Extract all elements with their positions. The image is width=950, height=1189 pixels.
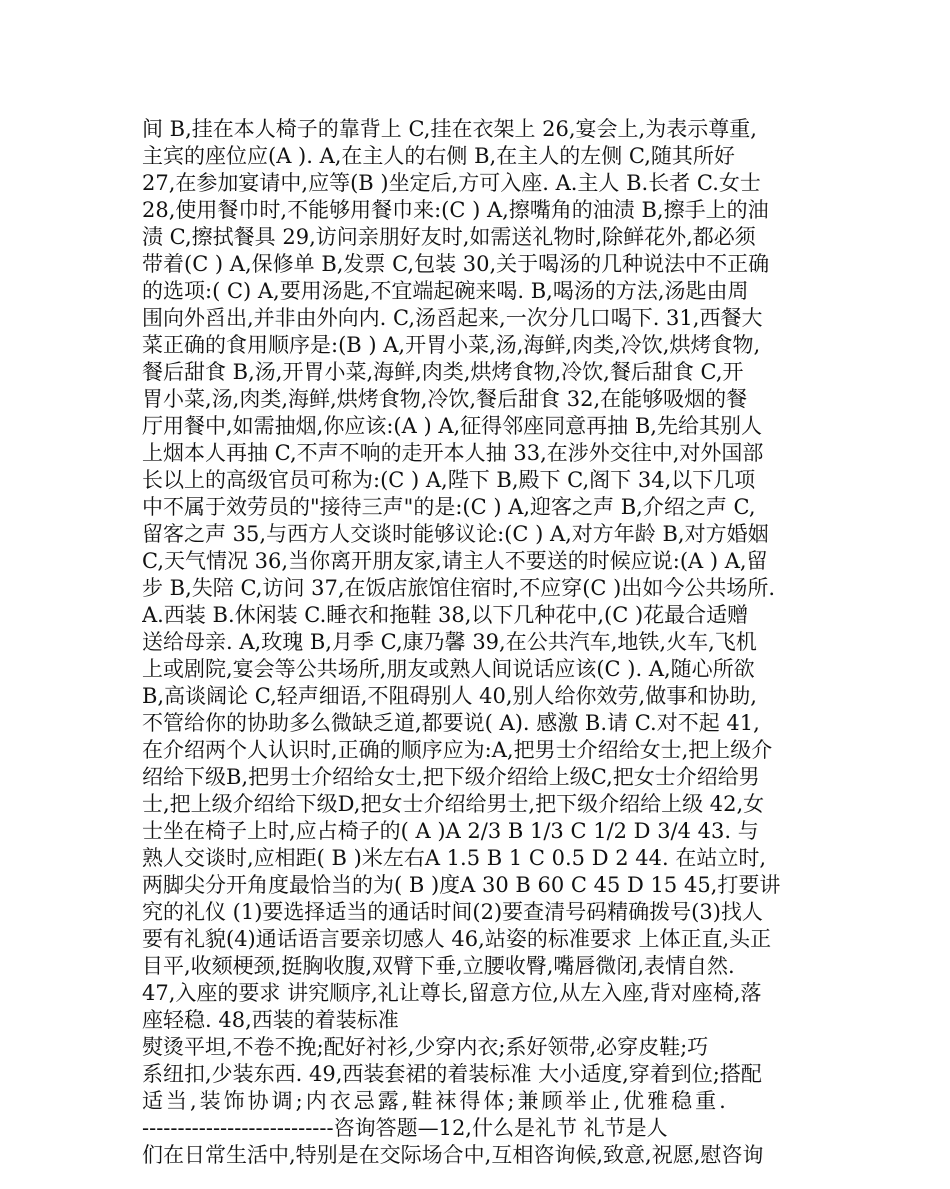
text-line: 究的礼仪 (1)要选择适当的通话时间(2)要查清号码精确拨号(3)找人 (142, 900, 763, 924)
text-line: 士,把上级介绍给下级D,把女士介绍给男士,把下级介绍给上级 42,女 (142, 792, 765, 816)
text-line: 步 B,失陪 C,访问 37,在饭店旅馆住宿时,不应穿(C )出如今公共场所. (142, 576, 776, 600)
text-line: 带着(C ) A,保修单 B,发票 C,包装 30,关于喝汤的几种说法中不正确 (142, 252, 770, 276)
text-line: 上烟本人再抽 C,不声不响的走开本人抽 33,在涉外交往中,对外国部 (142, 441, 764, 465)
text-line: 们在日常生活中,特别是在交际场合中,互相咨询候,致意,祝愿,慰咨询 (142, 1143, 764, 1167)
text-line: 长以上的高级官员可称为:(C ) A,陛下 B,殿下 C,阁下 34,以下几项 (142, 468, 756, 492)
text-line: 熨烫平坦,不卷不挽;配好衬衫,少穿内衣;系好领带,必穿皮鞋;巧 (142, 1035, 709, 1059)
text-line: 中不属于效劳员的"接待三声"的是:(C ) A,迎客之声 B,介绍之声 C, (142, 495, 756, 519)
text-line: 座轻稳. 48,西装的着装标准 (142, 1008, 399, 1032)
text-line: 胃小菜,汤,肉类,海鲜,烘烤食物,冷饮,餐后甜食 32,在能够吸烟的餐 (142, 387, 748, 411)
text-line: 士坐在椅子上时,应占椅子的( A )A 2/3 B 1/3 C 1/2 D 3/4 43. 与 (142, 819, 759, 843)
text-line: 厅用餐中,如需抽烟,你应该:(A ) A,征得邻座同意再抽 B,先给其别人 (142, 414, 762, 438)
text-line: B,高谈阔论 C,轻声细语,不阻碍别人 40,别人给你效劳,做事和协助, (142, 684, 757, 708)
text-line: 27,在参加宴请中,应等(B )坐定后,方可入座. A.主人 B.长者 C.女士 (142, 171, 761, 195)
text-line: 菜正确的食用顺序是:(B ) A,开胃小菜,汤,海鲜,肉类,冷饮,烘烤食物, (142, 333, 761, 357)
text-line: A.西装 B.休闲装 C.睡衣和拖鞋 38,以下几种花中,(C )花最合适赠 (142, 603, 749, 627)
text-line: C,天气情况 36,当你离开朋友家,请主人不要送的时候应说:(A ) A,留 (142, 549, 768, 573)
text-line: 渍 C,擦拭餐具 29,访问亲朋好友时,如需送礼物时,除鲜花外,都必须 (142, 225, 756, 249)
text-line: 目平,收颏梗颈,挺胸收腹,双臂下垂,立腰收臀,嘴唇微闭,表情自然. (142, 954, 735, 978)
text-line: 主宾的座位应(A ). A,在主人的右侧 B,在主人的左侧 C,随其所好 (142, 144, 735, 168)
text-line: 28,使用餐巾时,不能够用餐巾来:(C ) A,擦嘴角的油渍 B,擦手上的油 (142, 198, 769, 222)
text-line: 熟人交谈时,应相距( B )米左右A 1.5 B 1 C 0.5 D 2 44. 在站立时, (142, 846, 767, 870)
text-line: 系纽扣,少装东西. 49,西装套裙的着装标准 大小适度,穿着到位;搭配 (142, 1062, 762, 1086)
text-line: 送给母亲. A,玫瑰 B,月季 C,康乃馨 39,在公共汽车,地铁,火车,飞机 (142, 630, 757, 654)
document-page (142, 116, 812, 1169)
text-line: 两脚尖分开角度最恰当的为( B )度A 30 B 60 C 45 D 15 45,打要讲 (142, 873, 781, 897)
text-line: ---------------------------咨询答题—12,什么是礼节 礼节是人 (142, 1116, 668, 1140)
text-line: 上或剧院,宴会等公共场所,朋友或熟人间说话应该(C ). A,随心所欲 (142, 657, 755, 681)
text-line: 不管给你的协助多么微缺乏道,都要说( A). 感激 B.请 C.对不起 41, (142, 711, 760, 735)
text-line: 餐后甜食 B,汤,开胃小菜,海鲜,肉类,烘烤食物,冷饮,餐后甜食 C,开 (142, 360, 744, 384)
text-line: 在介绍两个人认识时,正确的顺序应为:A,把男士介绍给女士,把上级介 (142, 738, 773, 762)
text-line: 留客之声 35,与西方人交谈时能够议论:(C ) A,对方年龄 B,对方婚姻 (142, 522, 769, 546)
text-line: 适当,装饰协调;内衣忌露,鞋袜得体;兼顾举止,优雅稳重. (142, 1089, 729, 1113)
text-line: 的选项:( C) A,要用汤匙,不宜端起碗来喝. B,喝汤的方法,汤匙由周 (142, 279, 749, 303)
text-line: 间 B,挂在本人椅子的靠背上 C,挂在衣架上 26,宴会上,为表示尊重, (142, 117, 757, 141)
text-line: 47,入座的要求 讲究顺序,礼让尊长,留意方位,从左入座,背对座椅,落 (142, 981, 762, 1005)
text-line: 绍给下级B,把男士介绍给女士,把下级介绍给上级C,把女士介绍给男 (142, 765, 760, 789)
text-line: 围向外舀出,并非由外向内. C,汤舀起来,一次分几口喝下. 31,西餐大 (142, 306, 763, 330)
text-line: 要有礼貌(4)通话语言要亲切感人 46,站姿的标准要求 上体正直,头正 (142, 927, 772, 951)
